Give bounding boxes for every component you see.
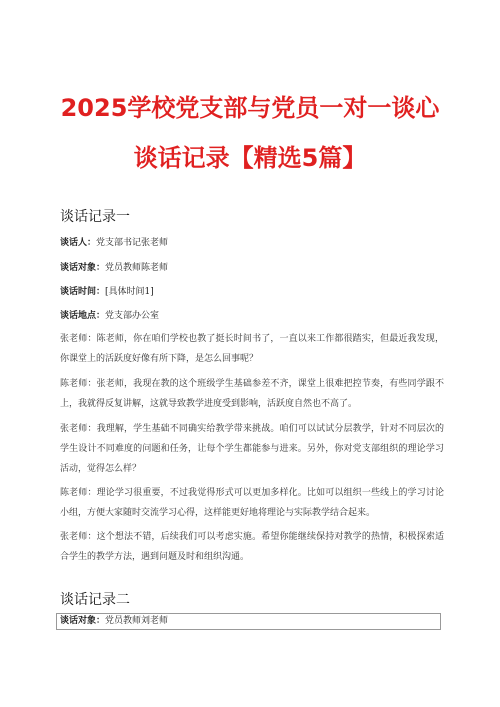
record-1-paragraph: 张老师：这个想法不错，后续我们可以考虑实施。希望你能继续保持对教学的热情，积极探索适合学生的教学方法，遇到问题及时和组织沟通。 bbox=[60, 532, 444, 562]
record-2-heading: 谈话记录二 bbox=[60, 592, 130, 608]
field-label: 谈话对象： bbox=[60, 263, 106, 273]
field-value: 党员教师陈老师 bbox=[105, 263, 169, 273]
field-label: 谈话人： bbox=[60, 238, 97, 248]
field-label: 谈话对象： bbox=[60, 616, 106, 626]
field-value: [具体时间1] bbox=[105, 287, 154, 297]
field-label: 谈话地点： bbox=[60, 311, 106, 321]
document-title-line-2: 谈话记录【精选5篇】 bbox=[133, 144, 367, 172]
record-1-heading: 谈话记录一 bbox=[60, 209, 130, 225]
record-2-interviewee bbox=[56, 613, 441, 630]
record-1-interviewer bbox=[60, 237, 168, 249]
record-1-paragraph: 陈老师：张老师，我现在教的这个班级学生基础参差不齐，课堂上很难把控节奏，有些同学跟不上，我就得反复讲解，这就导致教学进度受到影响，活跃度自然也不高了。 bbox=[60, 379, 444, 409]
record-1-interviewee bbox=[60, 262, 168, 274]
field-value: 党支部办公室 bbox=[105, 311, 160, 321]
field-value: 党支部书记张老师 bbox=[96, 238, 169, 248]
record-1-paragraph: 陈老师：理论学习很重要，不过我觉得形式可以更加多样化。比如可以组织一些线上的学习讨论小组，方便大家随时交流学习心得，这样能更好地将理论与实际教学结合起来。 bbox=[60, 488, 444, 518]
record-1-paragraph: 张老师：我理解，学生基础不同确实给教学带来挑战。咱们可以试试分层教学，针对不同层次的学生设计不同难度的问题和任务，让每个学生都能参与进来。另外，你对党支部组织的理论学习活动，觉得怎么样？ bbox=[60, 424, 444, 474]
record-1-location bbox=[60, 310, 159, 322]
document-title-line-1: 2025学校党支部与党员一对一谈心 bbox=[60, 94, 440, 122]
record-1-paragraph: 张老师：陈老师，你在咱们学校也教了挺长时间书了，一直以来工作都很踏实，但最近我发现，你课堂上的活跃度好像有所下降，是怎么回事呢？ bbox=[60, 334, 444, 364]
record-1-time bbox=[60, 286, 154, 298]
field-label: 谈话时间： bbox=[60, 287, 106, 297]
field-value: 党员教师刘老师 bbox=[105, 616, 169, 626]
